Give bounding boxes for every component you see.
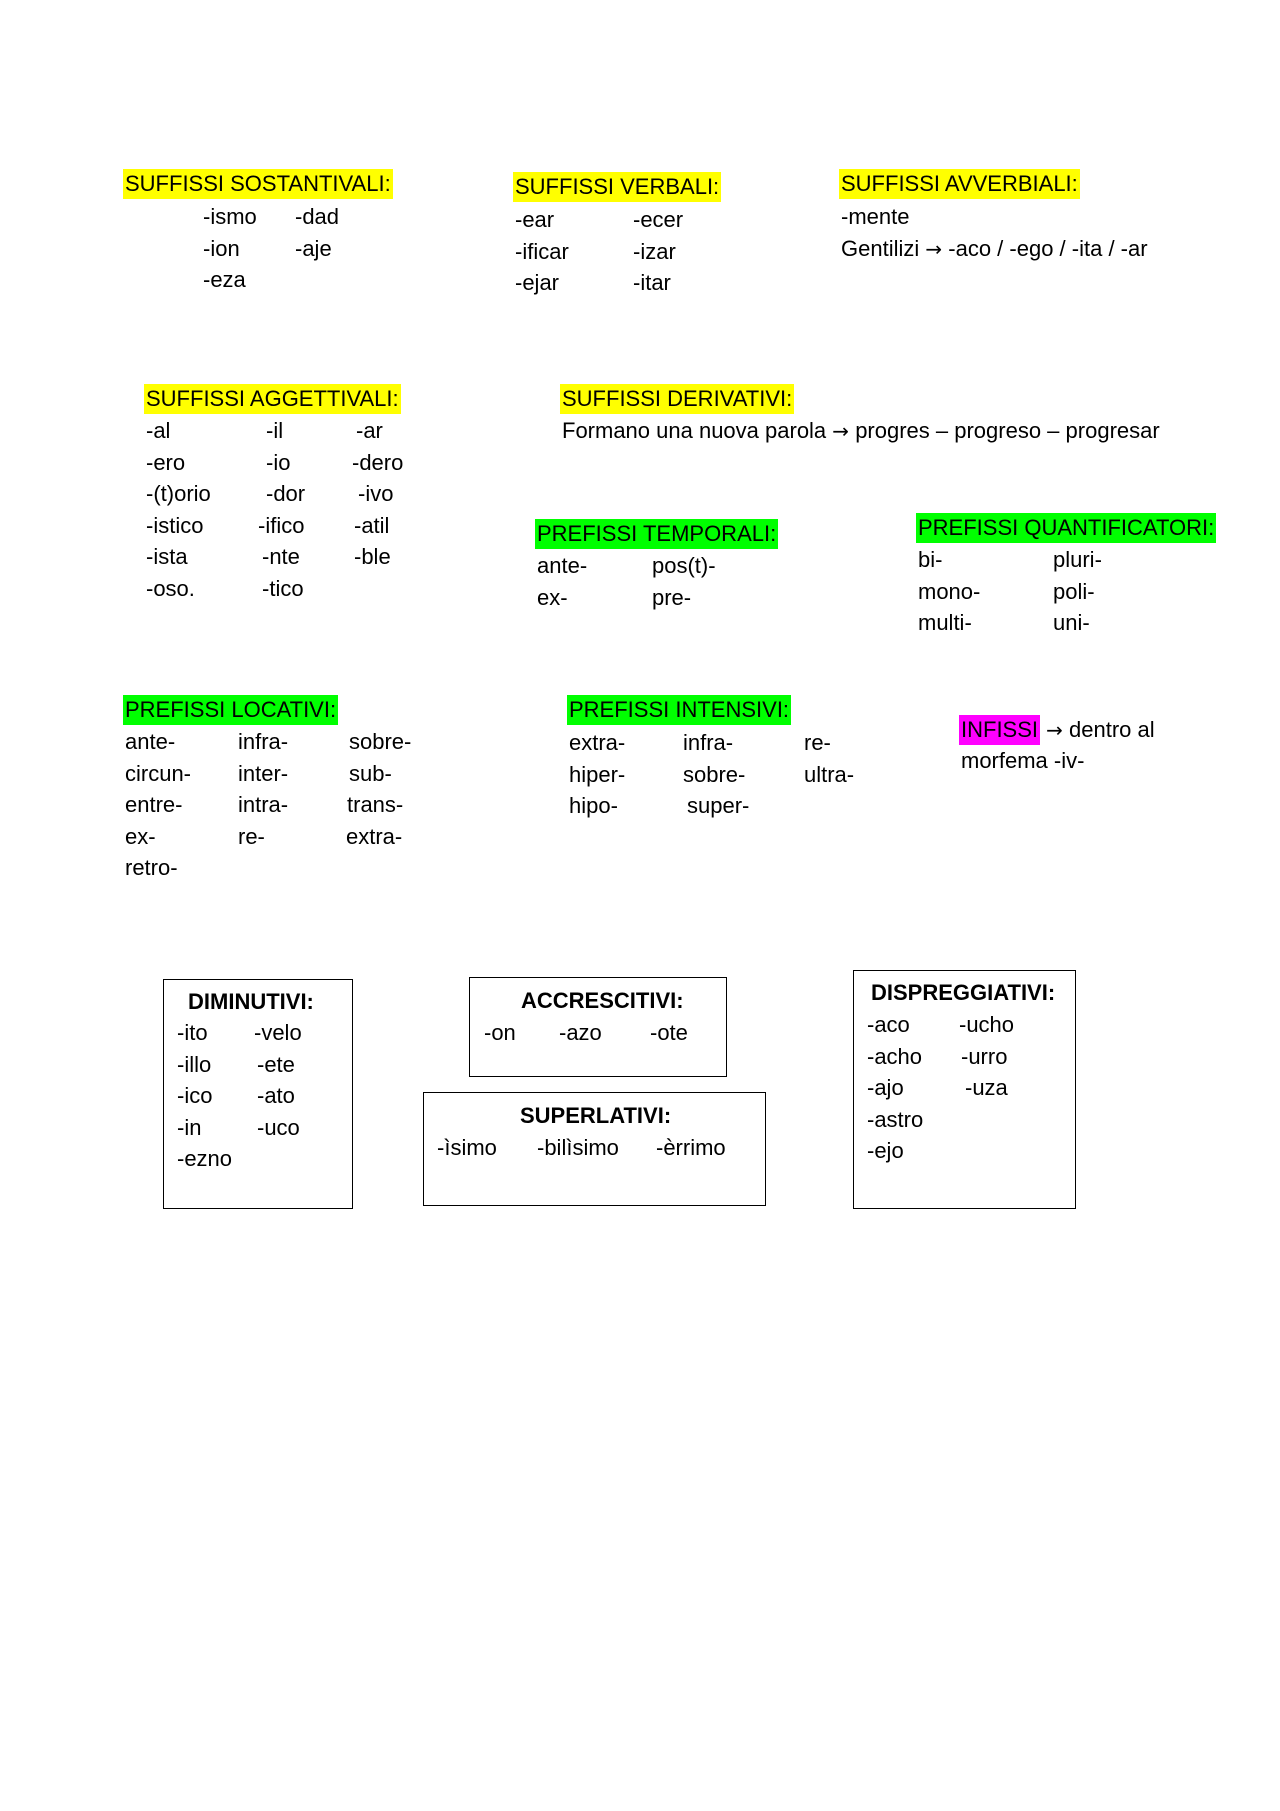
box-title: ACCRESCITIVI: xyxy=(521,988,684,1013)
box-diminutivi xyxy=(163,979,353,1209)
section-suffissi-verbali xyxy=(515,171,775,301)
list-item: poli- xyxy=(1053,578,1095,604)
list-item: -io xyxy=(266,449,291,475)
list-item: hiper- xyxy=(569,761,626,787)
list-item: ex- xyxy=(537,584,568,610)
list-item: ante- xyxy=(537,553,588,578)
list-item: extra- xyxy=(569,730,626,755)
section-title: SUFFISSI AGGETTIVALI: xyxy=(144,384,401,414)
list-item: mono- xyxy=(918,578,981,604)
list-item: entre- xyxy=(125,792,183,817)
list-item: -istico xyxy=(146,512,204,538)
arrow-right-icon: → xyxy=(925,236,943,261)
list-item: pre- xyxy=(652,584,692,610)
section-suffissi-derivativi xyxy=(562,383,1262,453)
infissi-line xyxy=(961,714,1155,746)
list-item: -ear xyxy=(515,207,555,232)
list-item: infra- xyxy=(683,730,734,755)
list-item: -mente xyxy=(841,204,910,229)
section-prefissi-quantificatori xyxy=(918,512,1218,642)
list-item: -il xyxy=(266,418,284,443)
list-item: -eza xyxy=(203,267,246,292)
arrow-right-icon: → xyxy=(1046,718,1063,742)
list-item: -ificar xyxy=(515,238,569,264)
list-item: -atil xyxy=(354,512,390,538)
list-item: uni- xyxy=(1053,610,1090,635)
list-item: infra- xyxy=(238,729,289,754)
section-suffissi-sostantivali xyxy=(125,168,425,298)
list-item: -ajo xyxy=(867,1075,904,1100)
list-item: sobre- xyxy=(349,729,412,754)
section-prefissi-locativi xyxy=(125,694,455,894)
infissi-text: dentro al xyxy=(1069,717,1155,742)
section-prefissi-intensivi xyxy=(569,694,899,834)
infissi-text-line2: morfema -iv- xyxy=(961,748,1085,773)
list-item: -èrrimo xyxy=(656,1135,726,1160)
list-item: -izar xyxy=(633,238,676,264)
section-title: PREFISSI LOCATIVI: xyxy=(123,695,338,725)
list-item: -ote xyxy=(650,1020,688,1045)
section-title: PREFISSI TEMPORALI: xyxy=(535,519,778,549)
section-title: SUFFISSI SOSTANTIVALI: xyxy=(123,169,393,199)
arrow-right-icon: → xyxy=(832,419,850,443)
list-item: -in xyxy=(177,1114,202,1140)
list-item: -oso. xyxy=(146,575,195,601)
list-item: bi- xyxy=(918,547,943,572)
list-item: super- xyxy=(687,793,750,818)
list-item: ex- xyxy=(125,823,156,849)
box-title: DIMINUTIVI: xyxy=(188,989,314,1014)
list-item: pluri- xyxy=(1053,547,1102,572)
list-item: -ismo xyxy=(203,204,257,229)
list-item: -ivo xyxy=(358,481,394,506)
list-item: -ecer xyxy=(633,207,684,232)
list-item: -ìsimo xyxy=(437,1135,497,1160)
list-item: inter- xyxy=(238,760,289,786)
list-item: -dor xyxy=(266,481,306,506)
box-dispreggiativi xyxy=(853,970,1076,1209)
list-item: -bilìsimo xyxy=(537,1135,619,1160)
section-title: PREFISSI QUANTIFICATORI: xyxy=(916,513,1216,543)
list-item: -ista xyxy=(146,544,188,569)
list-item: -velo xyxy=(254,1020,302,1045)
list-item: -ejar xyxy=(515,270,560,295)
list-item: -(t)orio xyxy=(146,481,211,506)
list-item: -illo xyxy=(177,1051,212,1077)
list-item: -tico xyxy=(262,575,304,601)
list-item: -acho xyxy=(867,1043,923,1069)
section-title: INFISSI xyxy=(959,715,1040,745)
list-item: -ble xyxy=(354,544,391,569)
list-item: ante- xyxy=(125,729,176,754)
list-item: -itar xyxy=(633,270,671,295)
list-item: pos(t)- xyxy=(652,553,716,578)
list-item: -ar xyxy=(356,418,383,443)
list-item: -urro xyxy=(961,1043,1008,1069)
list-item: extra- xyxy=(346,823,403,849)
list-item: re- xyxy=(804,730,831,755)
list-item: -aco xyxy=(867,1012,910,1037)
list-item: ultra- xyxy=(804,761,855,787)
list-item: -ato xyxy=(257,1083,295,1108)
list-item: -uco xyxy=(257,1114,300,1140)
list-item: trans- xyxy=(347,792,404,817)
box-accrescitivi xyxy=(469,977,727,1077)
section-prefissi-temporali xyxy=(537,518,797,618)
section-title: SUFFISSI VERBALI: xyxy=(513,172,721,202)
list-item: intra- xyxy=(238,792,289,817)
gentilizi-list: -aco / -ego / -ita / -ar xyxy=(948,235,1148,261)
list-item: sub- xyxy=(349,760,392,786)
box-title: DISPREGGIATIVI: xyxy=(871,980,1056,1005)
section-title: SUFFISSI DERIVATIVI: xyxy=(560,384,794,414)
list-item: multi- xyxy=(918,610,972,635)
list-item: -al xyxy=(146,418,171,443)
list-item: -ero xyxy=(146,449,186,475)
list-item: -ifico xyxy=(258,512,305,538)
list-item: -ete xyxy=(257,1051,295,1077)
list-item: -uza xyxy=(965,1075,1008,1100)
list-item: -ito xyxy=(177,1020,208,1045)
list-item: -dad xyxy=(295,204,340,229)
section-suffissi-avverbiali xyxy=(841,168,1241,268)
gentilizi-label: Gentilizi xyxy=(841,235,920,261)
list-item: sobre- xyxy=(683,761,746,787)
derivativi-description xyxy=(562,415,1160,447)
gentilizi-line xyxy=(841,233,1148,265)
box-superlativi xyxy=(423,1092,766,1206)
derivativi-text: Formano una nuova parola xyxy=(562,418,827,443)
list-item: -dero xyxy=(352,449,404,475)
list-item: retro- xyxy=(125,855,178,880)
list-item: -nte xyxy=(262,544,300,569)
list-item: -azo xyxy=(559,1020,602,1045)
list-item: -ucho xyxy=(959,1012,1015,1037)
list-item: hipo- xyxy=(569,793,618,818)
list-item: -ezno xyxy=(177,1146,233,1171)
section-title: SUFFISSI AVVERBIALI: xyxy=(839,169,1080,199)
box-title: SUPERLATIVI: xyxy=(520,1103,672,1128)
list-item: re- xyxy=(238,823,265,849)
section-suffissi-aggettivali xyxy=(146,383,476,613)
list-item: -ion xyxy=(203,235,240,261)
list-item: -ico xyxy=(177,1083,213,1108)
list-item: circun- xyxy=(125,760,192,786)
list-item: -aje xyxy=(295,235,332,261)
section-title: PREFISSI INTENSIVI: xyxy=(567,695,791,725)
derivativi-example: progres – progreso – progresar xyxy=(855,418,1160,443)
list-item: -ejo xyxy=(867,1138,904,1163)
list-item: -astro xyxy=(867,1106,924,1132)
list-item: -on xyxy=(484,1020,516,1045)
section-infissi xyxy=(961,714,1221,784)
